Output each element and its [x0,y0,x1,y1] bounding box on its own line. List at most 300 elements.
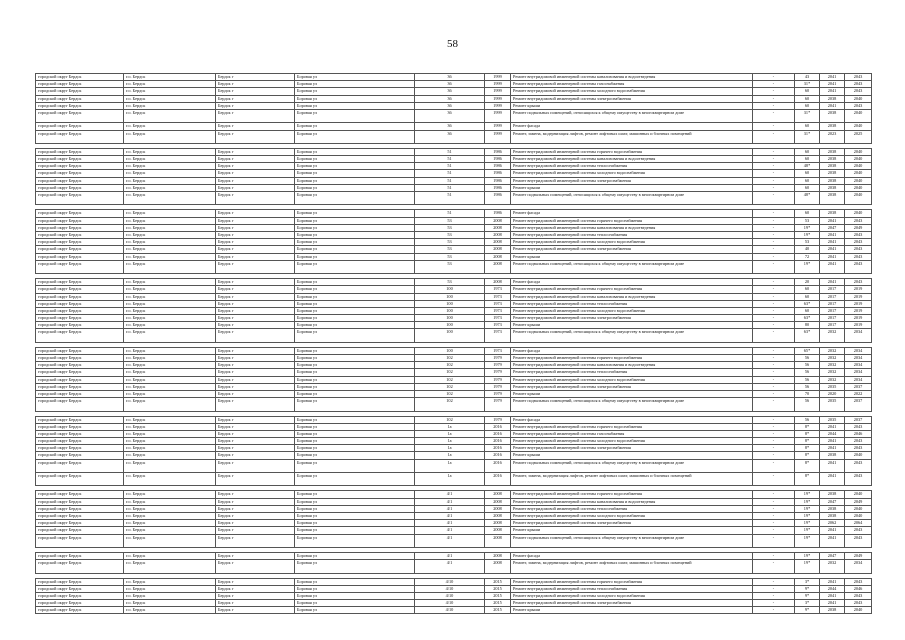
cell-work: Ремонт внутридомовой инженерной системы канализования и водоотведения [511,293,753,300]
cell-street: Боровая ул [295,473,415,486]
cell-street: Боровая ул [295,231,415,238]
cell-area: 56 [795,398,820,411]
cell-city: Бердск г [216,600,295,607]
cell-city-type: г.о. Бердск [124,578,216,585]
cell-district: городской округ Бердск [36,329,124,342]
cell-work: Ремонт внутридомовой инженерной системы электроснабжения [511,600,753,607]
cell-street: Боровая ул [295,520,415,527]
cell-y1: 2032 [820,362,845,369]
cell-area: 60 [795,293,820,300]
cell-area: 19* [795,520,820,527]
cell-house: 51 [415,148,485,155]
table-row [36,88,872,95]
table-row [36,445,872,452]
cell-build-year: 2008 [485,260,511,273]
cell-build-year: 1973 [485,300,511,307]
cell-city: Бердск г [216,438,295,445]
cell-district: городской округ Бердск [36,430,124,437]
cell-work: Ремонт внутридомовой инженерной системы горячего водоснабжения [511,578,753,585]
cell-house: 1а [415,430,485,437]
cell-y2: 2046 [845,585,872,592]
cell-district: городской округ Бердск [36,260,124,273]
cell-y2: 2019 [845,322,872,329]
cell-street: Боровая ул [295,430,415,437]
cell-district: городской округ Бердск [36,527,124,534]
cell-district: городской округ Бердск [36,293,124,300]
cell-y1: 2017 [820,286,845,293]
cell-y2: 2040 [845,163,872,170]
cell-city: Бердск г [216,286,295,293]
cell-district: городской округ Бердск [36,473,124,486]
cell-district: городской округ Бердск [36,438,124,445]
cell-area: 60 [795,95,820,102]
cell-y1: 2041 [820,473,845,486]
cell-district: городской округ Бердск [36,600,124,607]
cell-city: Бердск г [216,527,295,534]
cell-build-year: 1973 [485,293,511,300]
cell-dash: - [753,95,795,102]
cell-area: 19* [795,224,820,231]
cell-dash: - [753,253,795,260]
cell-dash: - [753,560,795,573]
cell-work: Ремонт внутридомовой инженерной системы теплоснабжения [511,505,753,512]
cell-district: городской округ Бердск [36,130,124,143]
cell-city: Бердск г [216,362,295,369]
cell-area: 19* [795,560,820,573]
cell-build-year: 1999 [485,102,511,109]
cell-build-year: 2016 [485,459,511,472]
cell-house: 102 [415,376,485,383]
cell-area: 60 [795,210,820,217]
cell-work: Ремонт внутридомовой инженерной системы газоснабжения [511,81,753,88]
cell-district: городской округ Бердск [36,498,124,505]
cell-house: 100 [415,322,485,329]
cell-y1: 2041 [820,445,845,452]
cell-y2: 2043 [845,74,872,81]
cell-city-type: г.о. Бердск [124,505,216,512]
cell-dash: - [753,130,795,143]
cell-work: Ремонт подвальных помещений, относящихся к общему имуществу в многоквартирном доме [511,534,753,547]
table-row [36,74,872,81]
cell-city: Бердск г [216,184,295,191]
cell-street: Боровая ул [295,347,415,354]
cell-area: 9* [795,592,820,599]
cell-house: 53 [415,279,485,286]
cell-y2: 2043 [845,438,872,445]
cell-city-type: г.о. Бердск [124,156,216,163]
cell-district: городской округ Бердск [36,592,124,599]
cell-city-type: г.о. Бердск [124,130,216,143]
cell-street: Боровая ул [295,552,415,559]
cell-city: Бердск г [216,224,295,231]
cell-city: Бердск г [216,376,295,383]
cell-house: 51 [415,184,485,191]
cell-dash: - [753,491,795,498]
cell-city: Бердск г [216,231,295,238]
cell-y1: 2038 [820,505,845,512]
cell-work: Ремонт подвальных помещений, относящихся к общему имуществу в многоквартирном доме [511,398,753,411]
table-row [36,246,872,253]
cell-y1: 2041 [820,81,845,88]
table-row [36,430,872,437]
cell-house: 36 [415,95,485,102]
cell-area: 53 [795,239,820,246]
cell-street: Боровая ул [295,88,415,95]
cell-city: Бердск г [216,520,295,527]
cell-work: Ремонт внутридомовой инженерной системы холодного водоснабжения [511,376,753,383]
cell-y1: 2041 [820,600,845,607]
cell-build-year: 2015 [485,578,511,585]
cell-house: 4/10 [415,578,485,585]
cell-y2: 2040 [845,513,872,520]
cell-build-year: 2008 [485,231,511,238]
cell-city-type: г.о. Бердск [124,438,216,445]
cell-city-type: г.о. Бердск [124,369,216,376]
cell-area: 31* [795,130,820,143]
cell-work: Ремонт крыши [511,390,753,397]
cell-city: Бердск г [216,423,295,430]
page-number: 58 [447,38,458,50]
cell-area: 8* [795,438,820,445]
cell-house: 1а [415,473,485,486]
table-row [36,177,872,184]
cell-house: 100 [415,293,485,300]
cell-street: Боровая ул [295,398,415,411]
repair-schedule-table [35,73,872,614]
cell-city-type: г.о. Бердск [124,95,216,102]
cell-dash: - [753,362,795,369]
cell-street: Боровая ул [295,315,415,322]
cell-city-type: г.о. Бердск [124,293,216,300]
cell-area: 3* [795,578,820,585]
cell-city-type: г.о. Бердск [124,307,216,314]
cell-work: Ремонт внутридомовой инженерной системы холодного водоснабжения [511,88,753,95]
cell-dash: - [753,192,795,205]
cell-build-year: 1999 [485,88,511,95]
cell-work: Ремонт внутридомовой инженерной системы электроснабжения [511,315,753,322]
cell-district: городской округ Бердск [36,423,124,430]
cell-city-type: г.о. Бердск [124,423,216,430]
cell-city: Бердск г [216,473,295,486]
cell-build-year: 2016 [485,452,511,459]
cell-work: Ремонт фасада [511,416,753,423]
cell-build-year: 2008 [485,534,511,547]
cell-house: 100 [415,329,485,342]
cell-y2: 2043 [845,473,872,486]
cell-district: городской округ Бердск [36,109,124,122]
cell-city-type: г.о. Бердск [124,459,216,472]
cell-y2: 2019 [845,286,872,293]
table-row [36,279,872,286]
cell-dash: - [753,329,795,342]
cell-dash: - [753,438,795,445]
cell-dash: - [753,552,795,559]
table-row [36,123,872,130]
cell-build-year: 1986 [485,163,511,170]
cell-work: Ремонт внутридомовой инженерной системы горячего водоснабжения [511,491,753,498]
cell-city-type: г.о. Бердск [124,513,216,520]
cell-build-year: 1979 [485,390,511,397]
cell-city: Бердск г [216,102,295,109]
table-row [36,585,872,592]
cell-dash: - [753,355,795,362]
cell-district: городской округ Бердск [36,170,124,177]
cell-street: Боровая ул [295,376,415,383]
cell-street: Боровая ул [295,210,415,217]
cell-dash: - [753,224,795,231]
table-row [36,102,872,109]
cell-district: городской округ Бердск [36,123,124,130]
cell-district: городской округ Бердск [36,246,124,253]
cell-house: 36 [415,102,485,109]
cell-work: Ремонт внутридомовой инженерной системы теплоснабжения [511,231,753,238]
cell-y2: 2043 [845,253,872,260]
cell-y1: 2041 [820,217,845,224]
cell-y1: 2038 [820,156,845,163]
cell-build-year: 1986 [485,148,511,155]
table-row [36,300,872,307]
cell-area: 48* [795,163,820,170]
cell-area: 19* [795,260,820,273]
cell-district: городской округ Бердск [36,217,124,224]
cell-city: Бердск г [216,322,295,329]
cell-city: Бердск г [216,416,295,423]
cell-area: 19* [795,491,820,498]
cell-y2: 2019 [845,315,872,322]
cell-work: Ремонт внутридомовой инженерной системы канализования и водоотведения [511,224,753,231]
cell-y2: 2037 [845,383,872,390]
table-row [36,459,872,472]
cell-work: Ремонт крыши [511,527,753,534]
cell-y1: 2038 [820,607,845,614]
cell-city: Бердск г [216,315,295,322]
cell-build-year: 1979 [485,383,511,390]
table-row [36,491,872,498]
cell-y1: 2017 [820,293,845,300]
cell-dash: - [753,239,795,246]
cell-street: Боровая ул [295,217,415,224]
cell-city-type: г.о. Бердск [124,534,216,547]
cell-city: Бердск г [216,355,295,362]
cell-y1: 2017 [820,307,845,314]
cell-area: 63* [795,315,820,322]
cell-area: 8* [795,452,820,459]
cell-city: Бердск г [216,534,295,547]
cell-y2: 2049 [845,224,872,231]
cell-build-year: 1986 [485,156,511,163]
cell-build-year: 2008 [485,491,511,498]
cell-house: 53 [415,231,485,238]
cell-street: Боровая ул [295,416,415,423]
cell-y2: 2037 [845,416,872,423]
cell-y2: 2034 [845,376,872,383]
cell-district: городской округ Бердск [36,231,124,238]
cell-house: 102 [415,390,485,397]
cell-dash: - [753,217,795,224]
cell-y1: 2041 [820,527,845,534]
cell-district: городской округ Бердск [36,505,124,512]
cell-build-year: 1999 [485,130,511,143]
cell-district: городской округ Бердск [36,513,124,520]
cell-house: 51 [415,210,485,217]
cell-y1: 2038 [820,210,845,217]
cell-city: Бердск г [216,307,295,314]
cell-dash: - [753,184,795,191]
table-row [36,315,872,322]
cell-house: 100 [415,307,485,314]
cell-district: городской округ Бердск [36,307,124,314]
cell-district: городской округ Бердск [36,239,124,246]
table-row [36,607,872,614]
cell-work: Ремонт внутридомовой инженерной системы холодного водоснабжения [511,592,753,599]
cell-y2: 2040 [845,491,872,498]
cell-house: 102 [415,362,485,369]
cell-district: городской округ Бердск [36,74,124,81]
cell-city-type: г.о. Бердск [124,109,216,122]
table-row [36,438,872,445]
cell-district: городской округ Бердск [36,376,124,383]
cell-area: 63* [795,300,820,307]
cell-area: 19* [795,513,820,520]
cell-city-type: г.о. Бердск [124,430,216,437]
cell-area: 43 [795,74,820,81]
cell-house: 36 [415,74,485,81]
cell-dash: - [753,156,795,163]
cell-area: 8* [795,459,820,472]
cell-dash: - [753,163,795,170]
cell-work: Ремонт внутридомовой инженерной системы горячего водоснабжения [511,355,753,362]
table-row [36,534,872,547]
cell-dash: - [753,307,795,314]
cell-city: Бердск г [216,552,295,559]
cell-city-type: г.о. Бердск [124,376,216,383]
cell-street: Боровая ул [295,600,415,607]
cell-city: Бердск г [216,560,295,573]
cell-street: Боровая ул [295,293,415,300]
cell-work: Ремонт фасада [511,552,753,559]
cell-build-year: 2008 [485,520,511,527]
cell-y1: 2041 [820,578,845,585]
cell-street: Боровая ул [295,355,415,362]
cell-dash: - [753,260,795,273]
cell-district: городской округ Бердск [36,491,124,498]
table-row [36,416,872,423]
cell-district: городской округ Бердск [36,148,124,155]
table-row [36,329,872,342]
table-row [36,383,872,390]
cell-y1: 2032 [820,347,845,354]
cell-district: городской округ Бердск [36,534,124,547]
cell-y2: 2043 [845,527,872,534]
cell-city: Бердск г [216,592,295,599]
cell-city: Бердск г [216,156,295,163]
cell-dash: - [753,578,795,585]
cell-work: Ремонт, замена, модернизация лифтов, ремонт лифтовых шахт, машинных и блочных помещений [511,560,753,573]
cell-y1: 2047 [820,552,845,559]
cell-street: Боровая ул [295,498,415,505]
cell-city-type: г.о. Бердск [124,217,216,224]
cell-build-year: 1979 [485,369,511,376]
cell-house: 51 [415,163,485,170]
cell-street: Боровая ул [295,192,415,205]
cell-work: Ремонт внутридомовой инженерной системы теплоснабжения [511,300,753,307]
cell-build-year: 2008 [485,505,511,512]
table-row [36,505,872,512]
cell-y1: 2032 [820,329,845,342]
cell-city: Бердск г [216,192,295,205]
cell-street: Боровая ул [295,307,415,314]
cell-y2: 2034 [845,347,872,354]
cell-house: 53 [415,253,485,260]
table-row [36,520,872,527]
cell-street: Боровая ул [295,279,415,286]
cell-build-year: 1999 [485,95,511,102]
cell-build-year: 2008 [485,246,511,253]
cell-street: Боровая ул [295,329,415,342]
cell-work: Ремонт крыши [511,452,753,459]
cell-build-year: 1973 [485,322,511,329]
cell-y2: 2022 [845,390,872,397]
cell-district: городской округ Бердск [36,445,124,452]
cell-street: Боровая ул [295,102,415,109]
table-row [36,163,872,170]
cell-area: 65* [795,347,820,354]
table-row [36,513,872,520]
cell-dash: - [753,293,795,300]
cell-house: 4/1 [415,505,485,512]
cell-district: городской округ Бердск [36,560,124,573]
cell-work: Ремонт подвальных помещений, относящихся к общему имуществу в многоквартирном доме [511,459,753,472]
cell-y1: 2038 [820,109,845,122]
cell-y2: 2043 [845,231,872,238]
cell-city: Бердск г [216,260,295,273]
cell-street: Боровая ул [295,607,415,614]
cell-dash: - [753,231,795,238]
cell-city: Бердск г [216,578,295,585]
cell-city-type: г.о. Бердск [124,239,216,246]
cell-street: Боровая ул [295,300,415,307]
cell-area: 8* [795,445,820,452]
cell-city-type: г.о. Бердск [124,148,216,155]
cell-district: городской округ Бердск [36,210,124,217]
table-row [36,527,872,534]
cell-y1: 2062 [820,520,845,527]
cell-street: Боровая ул [295,163,415,170]
table-row [36,224,872,231]
cell-street: Боровая ул [295,322,415,329]
cell-street: Боровая ул [295,170,415,177]
cell-street: Боровая ул [295,148,415,155]
cell-work: Ремонт внутридомовой инженерной системы холодного водоснабжения [511,307,753,314]
cell-city: Бердск г [216,430,295,437]
cell-work: Ремонт внутридомовой инженерной системы горячего водоснабжения [511,217,753,224]
table-row [36,95,872,102]
cell-y2: 2037 [845,398,872,411]
cell-city-type: г.о. Бердск [124,592,216,599]
cell-area: 60 [795,123,820,130]
cell-y2: 2034 [845,560,872,573]
cell-house: 51 [415,156,485,163]
cell-dash: - [753,279,795,286]
table-row [36,239,872,246]
cell-work: Ремонт фасада [511,279,753,286]
cell-y1: 2041 [820,592,845,599]
table-row [36,362,872,369]
cell-city: Бердск г [216,390,295,397]
cell-city: Бердск г [216,585,295,592]
cell-district: городской округ Бердск [36,192,124,205]
cell-build-year: 2016 [485,438,511,445]
